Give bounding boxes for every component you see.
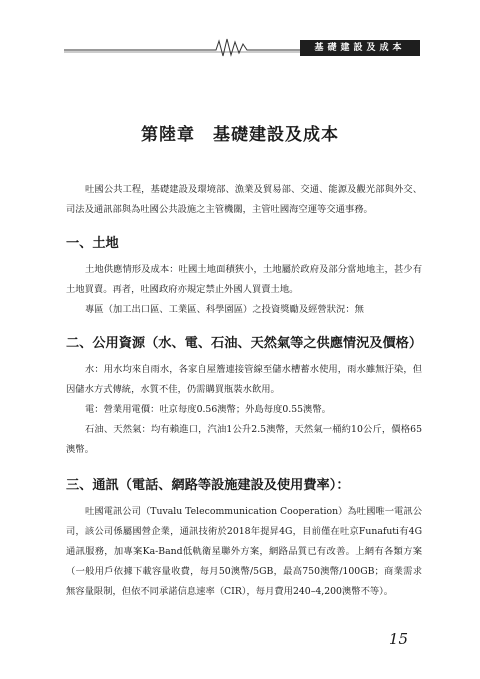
special-zones-paragraph: 專區（加工出口區、工業區、科學園區）之投資獎勵及經營狀況：無 bbox=[85, 304, 364, 315]
section-heading-land: 一、土地 bbox=[66, 236, 119, 251]
section-heading-utilities: 二、公用資源（水、電、石油、天然氣等之供應情況及價格） bbox=[66, 336, 423, 351]
land-supply-paragraph: 土地供應情形及成本：吐國土地面積狹小，土地屬於政府及部分當地地主，甚少有土地買賣。再者，吐國政府亦規定禁止外國人買賣土地。 bbox=[66, 264, 422, 295]
telecom-paragraph: 吐國電訊公司（Tuvalu Telecommunication Cooperation）為吐國唯一電訊公司，該公司係屬國營企業，通訊技術於2018年提昇4G，目前僅在吐京Funafuti有4G通訊服務，加專案Ka-Band低軌衛星聯外方案，網路品質已有改善。上網有各類方案（一般用戶依據下載容量收費，每月50澳幣/5GB，最高750澳幣/100GB；商業需求無容量限制，但依不同承諾信息速率（CIR），每月費用240–4,200澳幣不等）。 bbox=[66, 506, 422, 597]
oil-gas-paragraph: 石油、天然氣：均有賴進口，汽油1公升2.5澳幣，天然氣一桶約10公斤，價格65澳幣。 bbox=[66, 424, 422, 455]
electricity-paragraph: 電：營業用電價：吐京每度0.56澳幣；外島每度0.55澳幣。 bbox=[85, 404, 331, 415]
water-paragraph: 水：用水均來自雨水，各家自屋簷連接管線至儲水槽蓄水使用，雨水雖無汙染，但因儲水方式傳統，水質不佳，仍需購買瓶裝水飲用。 bbox=[66, 364, 422, 395]
intro-paragraph: 吐國公共工程，基礎建設及環境部、漁業及貿易部、交通、能源及觀光部與外交、司法及通訊部與為吐國公共設施之主管機關，主管吐國海空運等交通事務。 bbox=[66, 184, 422, 215]
chapter-title: 第陸章 基礎建設及成本 bbox=[141, 125, 339, 145]
running-title-badge: 基礎建設及成本 bbox=[300, 40, 420, 56]
section-heading-telecom: 三、通訊（電話、網路等設施建設及使用費率）： bbox=[66, 478, 350, 493]
page-number: 15 bbox=[388, 630, 408, 648]
